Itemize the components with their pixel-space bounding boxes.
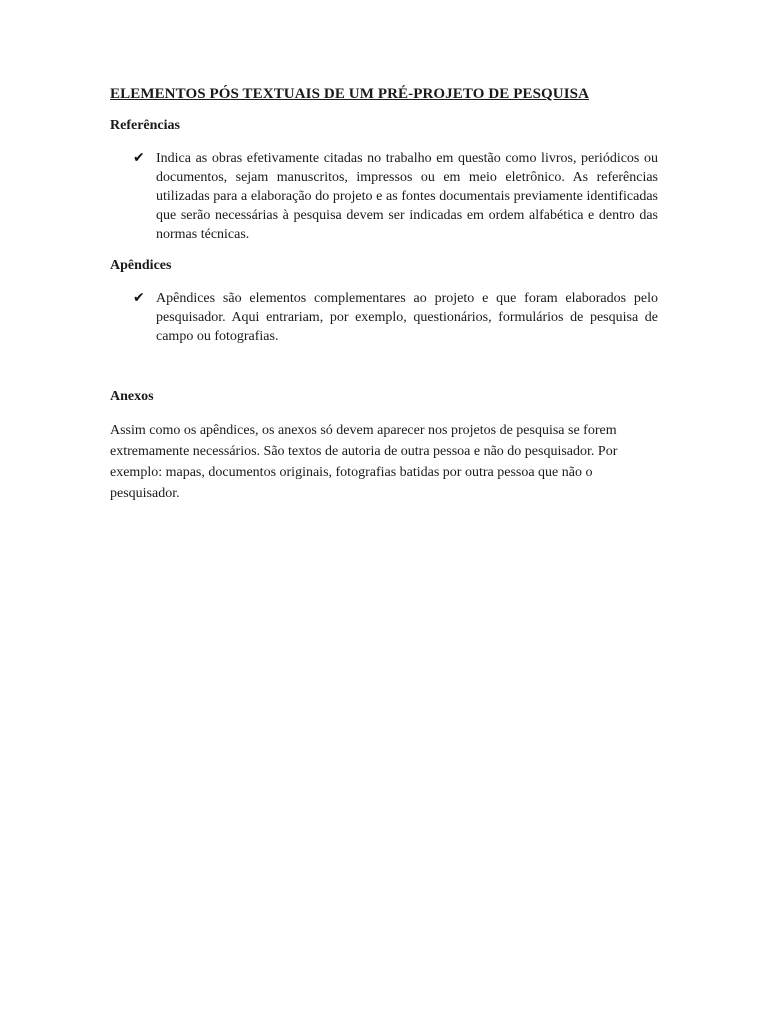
document-title: ELEMENTOS PÓS TEXTUAIS DE UM PRÉ-PROJETO DE PESQUISA: [110, 86, 590, 102]
list-item: [133, 149, 658, 244]
section-heading-referencias: Referências: [110, 118, 180, 133]
list-item: [133, 289, 658, 346]
bullet-text: Apêndices são elementos complementares ao projeto e que foram elaborados pelo pesquisador. Aqui entrariam, por exemplo, questionários, formulários de pesquisa de campo ou fotografias.: [156, 291, 658, 344]
bullet-text: Indica as obras efetivamente citadas no trabalho em questão como livros, periódicos ou documentos, sejam manuscritos, impressos ou em meio eletrônico. As referências utilizadas para a elaboração do projeto e as fontes documentais previamente identificadas que serão necessárias à pesquisa devem ser indicadas em ordem alfabética e dentro das normas técnicas.: [156, 151, 658, 242]
section-heading-anexos: Anexos: [110, 389, 154, 404]
checkmark-icon: ✔: [133, 290, 145, 306]
section-heading-apendices: Apêndices: [110, 258, 172, 273]
body-paragraph: Assim como os apêndices, os anexos só devem aparecer nos projetos de pesquisa se forem extremamente necessários. São textos de autoria de outra pessoa e não do pesquisador. Por exemplo: mapas, documentos originais, fotografias batidas por outra pessoa que não o pesquisador.: [110, 423, 618, 501]
checkmark-icon: ✔: [133, 150, 145, 166]
